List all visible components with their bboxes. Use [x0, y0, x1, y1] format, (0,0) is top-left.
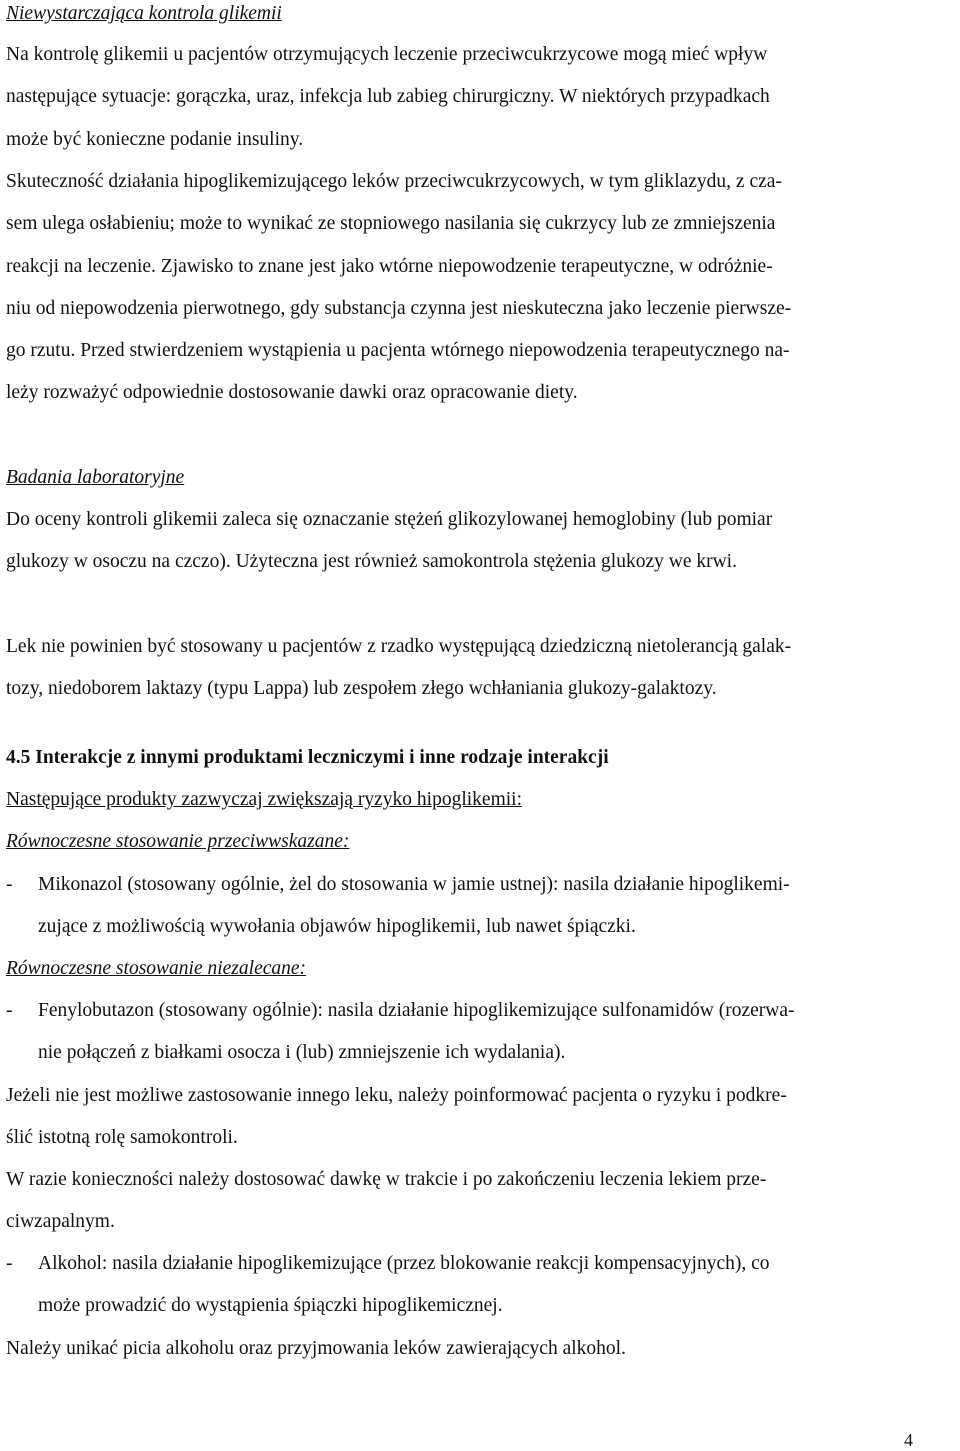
- paragraph-line: Jeżeli nie jest możliwe zastosowanie innego leku, należy poinformować pacjenta o ryzyku i podkre-: [6, 1085, 787, 1106]
- bullet-dash: -: [6, 1253, 13, 1274]
- page-number: 4: [904, 1430, 913, 1450]
- paragraph-line: Do oceny kontroli glikemii zaleca się oznaczanie stężeń glikozylowanej hemoglobiny (lub pomiar: [6, 509, 773, 530]
- bullet-line-miconazole: Mikonazol (stosowany ogólnie, żel do stosowania w jamie ustnej): nasila działanie hipoglikemi-: [38, 874, 790, 895]
- bullet-line-phenylbutazone: Fenylobutazon (stosowany ogólnie): nasila działanie hipoglikemizujące sulfonamidów (rozerwa-: [38, 1000, 795, 1021]
- paragraph-line: niu od niepowodzenia pierwotnego, gdy substancja czynna jest nieskuteczna jako leczenie pierwsze-: [6, 298, 792, 319]
- section-heading-glycemia: Niewystarczająca kontrola glikemii: [6, 3, 282, 24]
- paragraph-line: go rzutu. Przed stwierdzeniem wystąpienia u pacjenta wtórnego niepowodzenia terapeutycznego na-: [6, 340, 790, 361]
- bullet-line-alcohol: Alkohol: nasila działanie hipoglikemizujące (przez blokowanie reakcji kompensacyjnych), co: [38, 1253, 770, 1274]
- paragraph-line: ciwzapalnym.: [6, 1211, 115, 1232]
- paragraph-line: Należy unikać picia alkoholu oraz przyjmowania leków zawierających alkohol.: [6, 1338, 626, 1359]
- section-heading-lab: Badania laboratoryjne: [6, 467, 185, 488]
- paragraph-line: Na kontrolę glikemii u pacjentów otrzymujących leczenie przeciwcukrzycowe mogą mieć wpływ: [6, 44, 768, 65]
- paragraph-line: Lek nie powinien być stosowany u pacjentów z rzadko występującą dziedziczną nietolerancją galak-: [6, 636, 792, 657]
- bullet-line-alcohol: może prowadzić do wystąpienia śpiączki hipoglikemicznej.: [38, 1295, 503, 1316]
- paragraph-line: glukozy w osoczu na czczo). Użyteczna jest również samokontrola stężenia glukozy we krwi.: [6, 551, 737, 572]
- paragraph-line: może być konieczne podanie insuliny.: [6, 129, 304, 150]
- bullet-dash: -: [6, 1000, 13, 1021]
- paragraph-line: Skuteczność działania hipoglikemizującego leków przeciwcukrzycowych, w tym gliklazydu, z cza-: [6, 171, 782, 192]
- bullet-line-miconazole: zujące z możliwością wywołania objawów hipoglikemii, lub nawet śpiączki.: [38, 916, 636, 937]
- subheading-contraindicated: Równoczesne stosowanie przeciwwskazane:: [6, 831, 350, 852]
- bullet-line-phenylbutazone: nie połączeń z białkami osocza i (lub) zmniejszenie ich wydalania).: [38, 1042, 566, 1063]
- paragraph-line: sem ulega osłabieniu; może to wynikać ze stopniowego nasilania się cukrzycy lub ze zmniejszenia: [6, 213, 776, 234]
- bullet-dash: -: [6, 874, 13, 895]
- subheading-not-recommended: Równoczesne stosowanie niezalecane:: [6, 958, 307, 979]
- paragraph-line: leży rozważyć odpowiednie dostosowanie dawki oraz opracowanie diety.: [6, 382, 578, 403]
- paragraph-line: ślić istotną rolę samokontroli.: [6, 1127, 238, 1148]
- section-heading-interactions: 4.5 Interakcje z innymi produktami leczniczymi i inne rodzaje interakcji: [6, 747, 609, 768]
- subheading-hypoglycemia-risk: Następujące produkty zazwyczaj zwiększają ryzyko hipoglikemii:: [6, 789, 523, 810]
- paragraph-line: tozy, niedoborem laktazy (typu Lappa) lub zespołem złego wchłaniania glukozy-galaktozy.: [6, 678, 717, 699]
- paragraph-line: W razie konieczności należy dostosować dawkę w trakcie i po zakończeniu leczenia lekiem prze-: [6, 1169, 767, 1190]
- paragraph-line: reakcji na leczenie. Zjawisko to znane jest jako wtórne niepowodzenie terapeutyczne, w odróżnie-: [6, 256, 773, 277]
- paragraph-line: następujące sytuacje: gorączka, uraz, infekcja lub zabieg chirurgiczny. W niektórych przypadkach: [6, 86, 770, 107]
